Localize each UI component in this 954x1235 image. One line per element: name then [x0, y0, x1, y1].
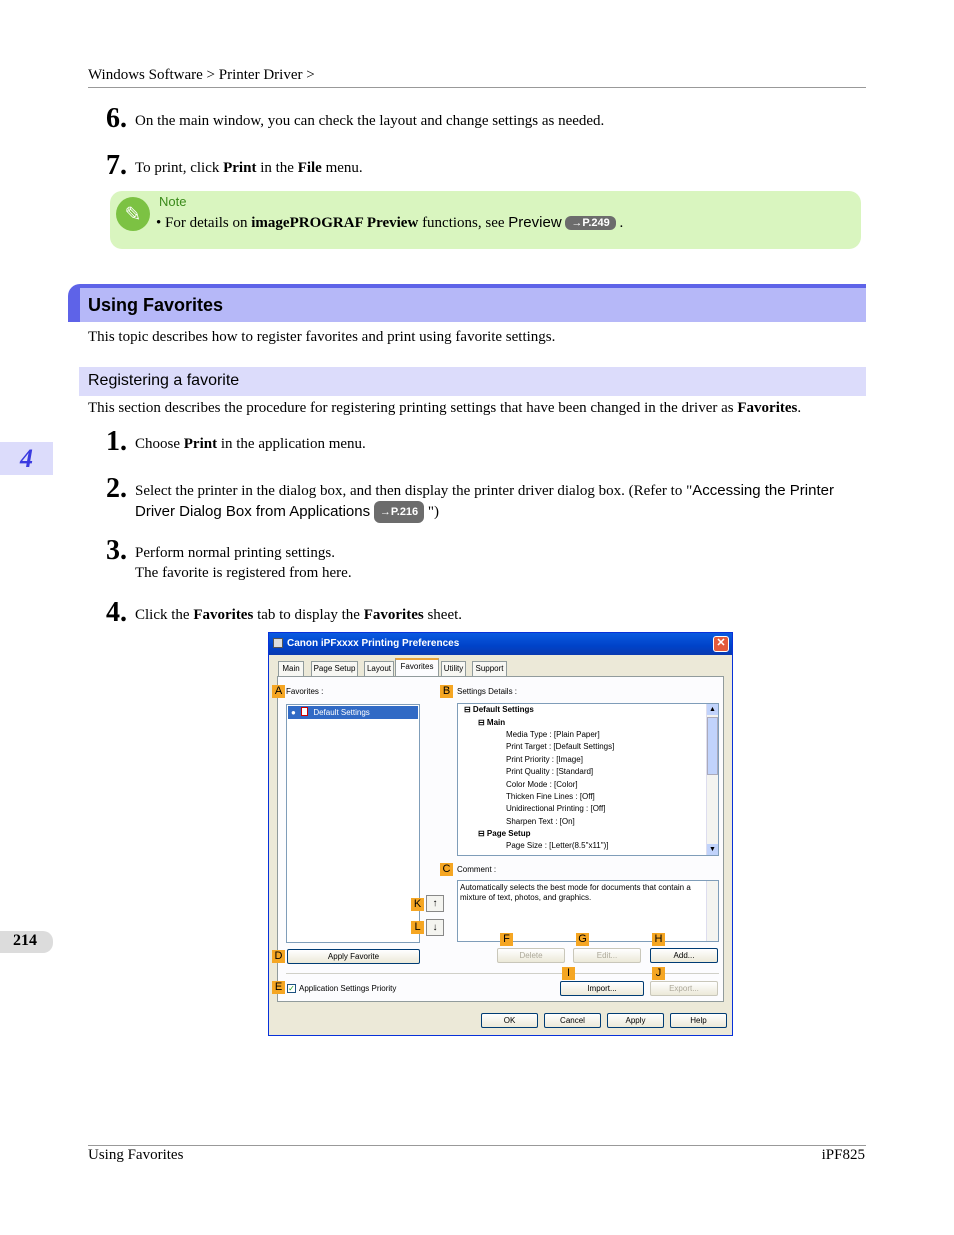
accessing-link-line2[interactable]: Driver Dialog Box from Applications	[135, 503, 371, 520]
step-1-number: 1.	[106, 426, 127, 457]
app-settings-priority-checkbox[interactable]: ✓	[288, 984, 295, 993]
dialog-title-bar	[269, 633, 732, 655]
callout-a: A	[272, 685, 285, 698]
footer-left: Using Favorites	[88, 1147, 184, 1163]
step-3-number: 3.	[106, 535, 127, 566]
page-ref-249[interactable]: →P.249	[565, 216, 615, 230]
document-icon	[301, 707, 308, 716]
tree-print-target: Print Target : [Default Settings]	[506, 742, 615, 751]
settings-details-tree[interactable]	[457, 703, 719, 856]
tab-favorites[interactable]: Favorites	[395, 658, 439, 676]
app-settings-priority-label: Application Settings Priority	[299, 984, 397, 993]
subsection-heading	[79, 367, 866, 396]
tree-default-settings[interactable]: ⊟ Default Settings	[464, 705, 534, 714]
chapter-tab	[0, 442, 53, 475]
callout-f: F	[500, 933, 513, 946]
step-4-text: Click the Favorites tab to display the Favorites sheet.	[135, 607, 463, 623]
subsection-intro: This section describes the procedure for registering printing settings that have been changed in the driver as Favorites.	[88, 400, 802, 416]
scroll-up-icon[interactable]: ▲	[707, 704, 718, 715]
breadcrumb: Windows Software > Printer Driver >	[88, 67, 315, 83]
subsection-title: Registering a favorite	[88, 372, 240, 389]
step-2-text: Select the printer in the dialog box, and then display the printer driver dialog box. (Refer to "Accessing the Printer Driver Dialog Box from Applications →P.216 ")	[135, 481, 866, 523]
printer-icon	[273, 638, 283, 648]
apply-button[interactable]: Apply	[607, 1013, 664, 1028]
tab-support[interactable]: Support	[472, 661, 507, 676]
tab-layout[interactable]: Layout	[364, 661, 394, 676]
settings-details-label: Settings Details :	[457, 687, 518, 696]
callout-j: J	[652, 967, 665, 980]
tree-thicken-lines: Thicken Fine Lines : [Off]	[506, 792, 595, 801]
step-4-number: 4.	[106, 597, 127, 628]
tree-sharpen-text: Sharpen Text : [On]	[506, 817, 575, 826]
favorites-sheet	[274, 676, 724, 1002]
import-button[interactable]: Import...	[560, 981, 644, 996]
preview-link[interactable]: Preview	[508, 214, 562, 231]
page-number: 214	[13, 932, 37, 949]
add-button[interactable]: Add...	[650, 948, 718, 963]
callout-g: G	[576, 933, 589, 946]
page-number-tab	[0, 931, 53, 953]
step-3-text: Perform normal printing settings. The favorite is registered from here.	[135, 545, 352, 581]
note-box	[110, 191, 861, 249]
footer-rule	[88, 1145, 866, 1146]
section-heading	[68, 284, 866, 322]
tree-color-mode: Color Mode : [Color]	[506, 780, 578, 789]
page-ref-216[interactable]: →P.216	[374, 501, 424, 523]
favorites-item-label: Default Settings	[313, 708, 370, 717]
tree-unidirectional: Unidirectional Printing : [Off]	[506, 804, 606, 813]
step-7-text: To print, click Print in the File menu.	[135, 160, 363, 176]
tree-page-size: Page Size : [Letter(8.5"x11")]	[506, 841, 609, 850]
bullet-icon: ●	[291, 708, 296, 717]
callout-h: H	[652, 933, 665, 946]
apply-favorite-button[interactable]: Apply Favorite	[287, 949, 420, 964]
callout-d: D	[272, 950, 285, 963]
step-7-number: 7.	[106, 150, 127, 181]
tree-page-setup[interactable]: ⊟ Page Setup	[478, 829, 531, 838]
favorites-list[interactable]	[286, 704, 420, 943]
step-6-number: 6.	[106, 103, 127, 134]
tab-page-setup[interactable]: Page Setup	[311, 661, 358, 676]
callout-b: B	[440, 685, 453, 698]
callout-l: L	[411, 921, 424, 934]
footer-right: iPF825	[821, 1147, 865, 1163]
tab-main[interactable]: Main	[278, 661, 304, 676]
printing-preferences-dialog	[268, 632, 733, 1036]
dialog-title: Canon iPFxxxx Printing Preferences	[287, 638, 460, 649]
help-button[interactable]: Help	[670, 1013, 727, 1028]
comment-text: Automatically selects the best mode for documents that contain a mixture of text, photos, and graphics.	[460, 883, 691, 902]
tab-utility[interactable]: Utility	[441, 661, 466, 676]
step-2-number: 2.	[106, 473, 127, 504]
edit-button[interactable]: Edit...	[573, 948, 641, 963]
section-title: Using Favorites	[88, 295, 224, 315]
ok-button[interactable]: OK	[481, 1013, 538, 1028]
move-down-button[interactable]	[426, 919, 444, 936]
tree-main[interactable]: ⊟ Main	[478, 718, 506, 727]
favorites-item-default[interactable]	[288, 706, 418, 719]
scroll-down-icon[interactable]: ▼	[707, 844, 718, 855]
section-intro: This topic describes how to register favorites and print using favorite settings.	[88, 329, 556, 345]
tree-print-quality: Print Quality : [Standard]	[506, 767, 594, 776]
favorites-label: Favorites :	[286, 687, 324, 696]
chapter-number: 4	[20, 444, 33, 473]
comment-label: Comment :	[457, 865, 497, 874]
cancel-button[interactable]: Cancel	[544, 1013, 601, 1028]
delete-button[interactable]: Delete	[497, 948, 565, 963]
step-1-text: Choose Print in the application menu.	[135, 436, 366, 452]
note-label: Note	[159, 194, 187, 209]
callout-i: I	[562, 967, 575, 980]
move-up-icon: ↑	[432, 898, 438, 909]
move-up-button[interactable]	[426, 895, 444, 912]
move-down-icon: ↓	[432, 922, 438, 933]
step-6-text: On the main window, you can check the layout and change settings as needed.	[135, 113, 605, 129]
callout-k: K	[411, 898, 424, 911]
tree-print-priority: Print Priority : [Image]	[506, 755, 583, 764]
accessing-link-line1[interactable]: Accessing the Printer	[692, 482, 834, 499]
comment-scrollbar[interactable]	[706, 881, 718, 941]
tree-media-type: Media Type : [Plain Paper]	[506, 730, 600, 739]
export-button[interactable]: Export...	[650, 981, 718, 996]
note-text: • For details on imagePROGRAF Preview functions, see Preview →P.249 .	[156, 214, 624, 231]
callout-c: C	[440, 863, 453, 876]
callout-e: E	[272, 981, 285, 994]
pencil-icon: ✎	[116, 197, 150, 231]
tree-scrollbar[interactable]	[706, 704, 718, 855]
close-icon[interactable]: ✕	[713, 636, 729, 652]
header-rule	[88, 87, 866, 88]
scroll-thumb[interactable]	[707, 717, 718, 775]
